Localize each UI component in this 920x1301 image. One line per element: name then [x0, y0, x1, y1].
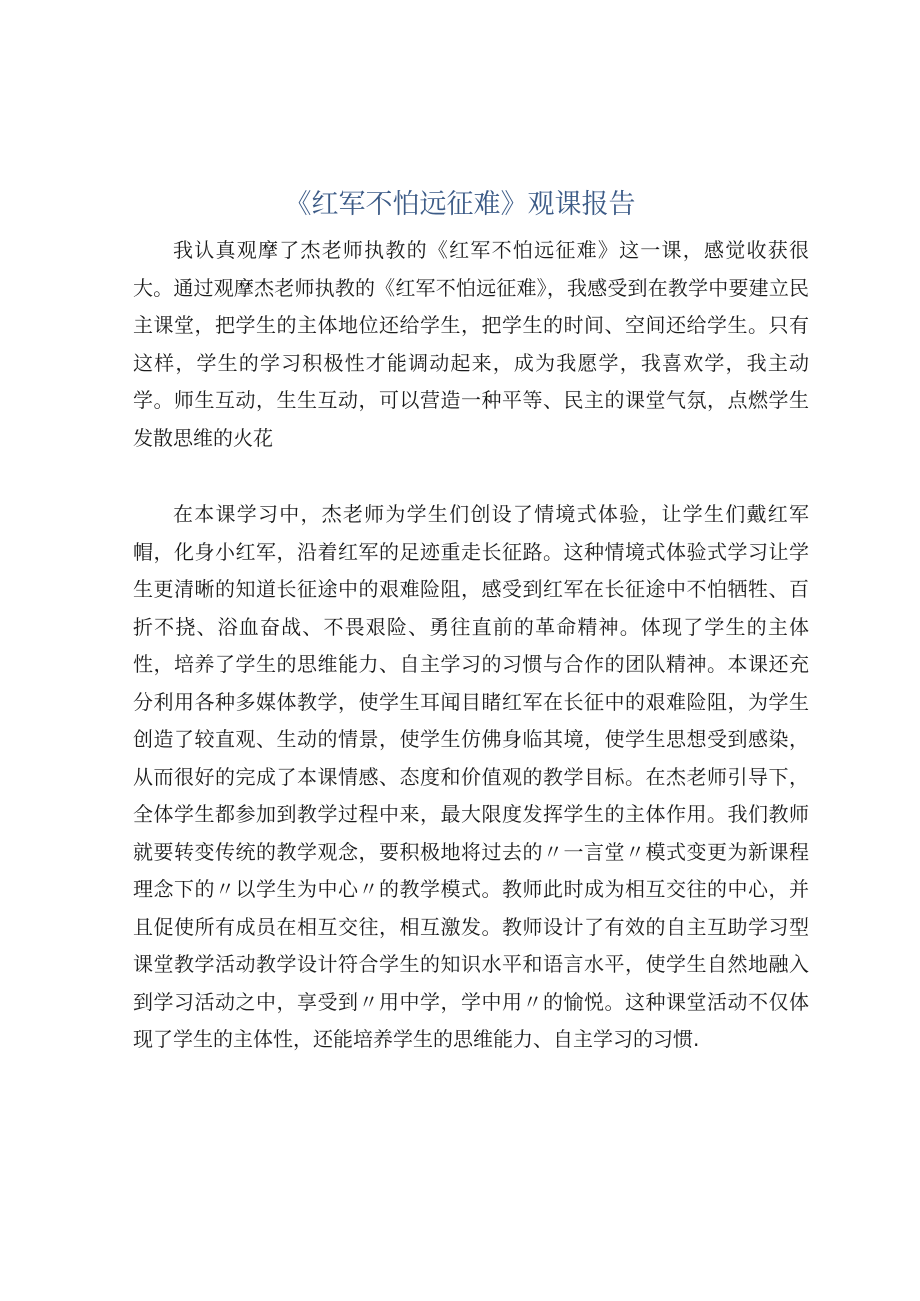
body-paragraph-1: 我认真观摩了杰老师执教的《红军不怕远征难》这一课，感觉收获很大。通过观摩杰老师执教的《红军不怕远征难》，我感受到在教学中要建立民主课堂，把学生的主体地位还给学生，把学生的时间、空间还给学生。只有这样，学生的学习积极性才能调动起来，成为我愿学，我喜欢学，我主动学。师生互动，生生互动，可以营造一种平等、民主的课堂气氛，点燃学生发散思维的火花 [133, 238, 809, 450]
document-title: 《红军不怕远征难》观课报告 [284, 189, 636, 220]
body-paragraph-2: 在本课学习中，杰老师为学生们创设了情境式体验，让学生们戴红军帽，化身小红军，沿着红军的足迹重走长征路。这种情境式体验式学习让学生更清晰的知道长征途中的艰难险阻，感受到红军在长征途中不怕牺牲、百折不挠、浴血奋战、不畏艰险、勇往直前的革命精神。体现了学生的主体性，培养了学生的思维能力、自主学习的习惯与合作的团队精神。本课还充分利用各种多媒体教学，使学生耳闻目睹红军在长征中的艰难险阻，为学生创造了较直观、生动的情景，使学生仿佛身临其境，使学生思想受到感染，从而很好的完成了本课情感、态度和价值观的教学目标。在杰老师引导下，全体学生都参加到教学过程中来，最大限度发挥学生的主体作用。我们教师就要转变传统的教学观念，要积极地将过去的〃一言堂〃模式变更为新课程理念下的〃以学生为中心〃的教学模式。教师此时成为相互交往的中心，并且促使所有成员在相互交往，相互激发。教师设计了有效的自主互助学习型课堂教学活动教学设计符合学生的知识水平和语言水平，使学生自然地融入到学习活动之中，享受到〃用中学，学中用〃的愉悦。这种课堂活动不仅体现了学生的主体性，还能培养学生的思维能力、自主学习的习惯. [133, 502, 809, 1051]
